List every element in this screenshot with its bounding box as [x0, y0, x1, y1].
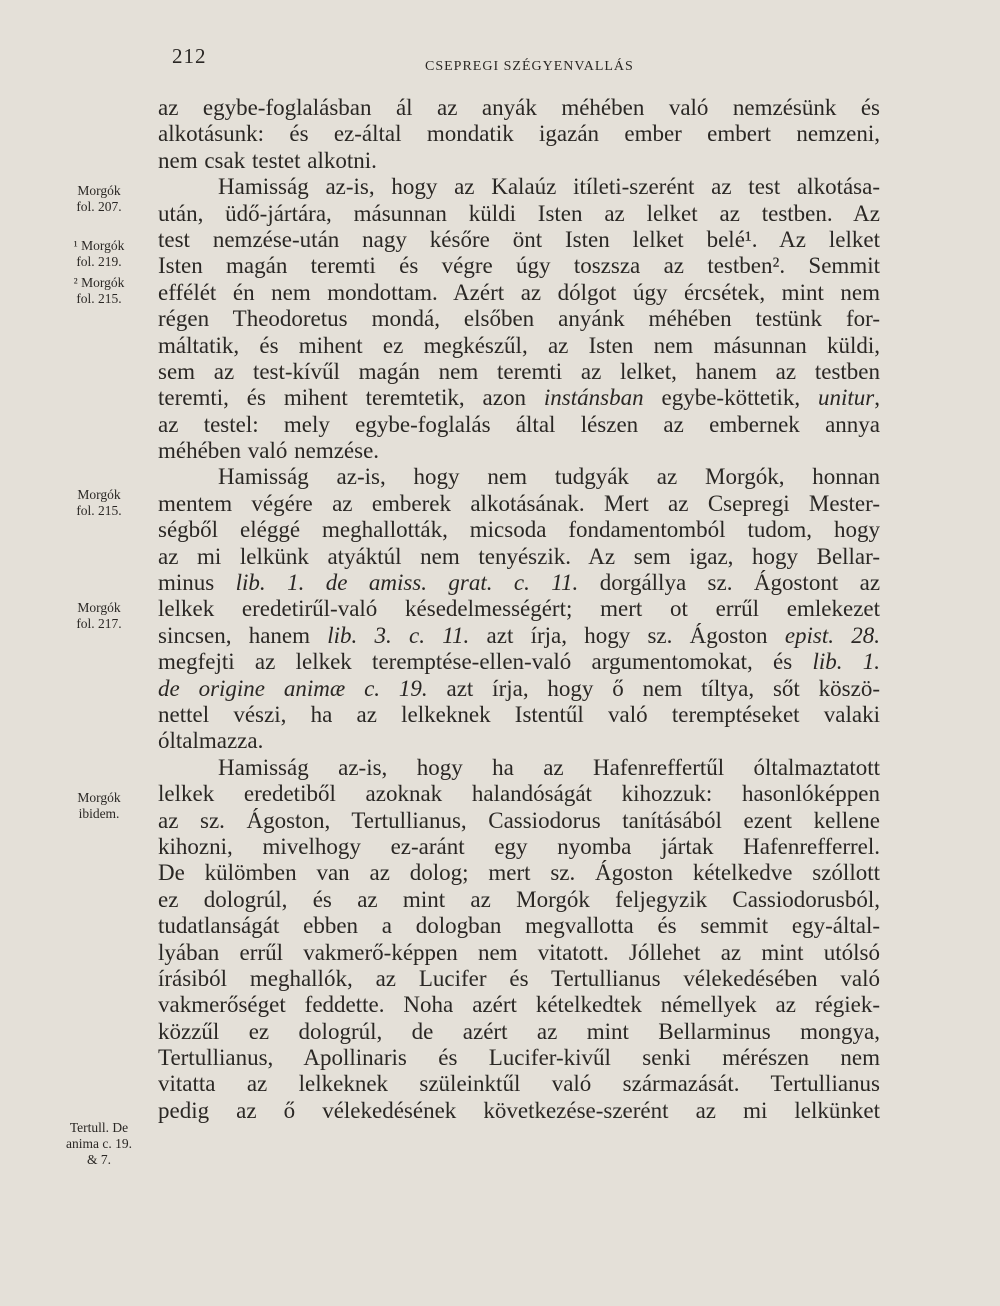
margin-note-line: fol. 207. — [76, 199, 122, 214]
text-line: nem csak testet alkotni. — [158, 147, 377, 173]
margin-note — [44, 790, 154, 822]
margin-note-line: ibidem. — [78, 806, 120, 821]
text-line: sem az test-kívűl magán nem teremti az lelket, hanem az testben — [158, 358, 880, 384]
text-line: vakmerőséget feddette. Noha azért kételkedtek némellyek az régiek- — [158, 992, 880, 1018]
margin-note-line: fol. 215. — [76, 503, 122, 518]
text-line: sincsen, hanem lib. 3. c. 11. azt írja, hogy sz. Ágoston epist. 28. — [158, 622, 880, 648]
text-line: lelkek eredetiből azoknak halandóságát kihozzuk: hasonlóképpen — [158, 781, 880, 807]
margin-note-line: Morgók — [77, 790, 121, 805]
text-line: De külömben van az dolog; mert sz. Ágoston kételkedve szóllott — [158, 860, 880, 886]
text-line: Hamisság az-is, hogy nem tudgyák az Morgók, honnan — [218, 464, 880, 490]
margin-note-line: Morgók — [77, 183, 121, 198]
text-line: alkotásunk: és ez-által mondatik igazán ember embert nemzeni, — [158, 121, 880, 147]
text-line: vitatta az lelkeknek szüleinktűl való származását. Tertullianus — [158, 1071, 880, 1097]
margin-note-line: ¹ Morgók — [73, 238, 125, 253]
margin-note — [44, 1120, 154, 1168]
text-line: Hamisság az-is, hogy ha az Hafenreffertűl óltalmaztatott — [218, 754, 880, 780]
margin-note-line: Morgók — [77, 487, 121, 502]
text-line: tudatlanságát ebben a dologban megvallotta és semmit egy-által- — [158, 913, 880, 939]
text-line: az mi lelkünk atyáktúl nem tenyészik. Az sem igaz, hogy Bellar- — [158, 543, 880, 569]
text-line: lelkek eredetirűl-való késedelmességért; mert ot errűl emlekezet — [158, 596, 880, 622]
text-line: az sz. Ágoston, Tertullianus, Cassiodorus tanításából ezent kellene — [158, 807, 880, 833]
margin-note-line: fol. 219. — [76, 254, 122, 269]
text-line: Isten magán teremti és végre úgy toszsza az testben². Semmit — [158, 253, 880, 279]
text-line: mentem végére az emberek alkotásának. Mert az Csepregi Mester- — [158, 490, 880, 516]
text-line: Tertullianus, Apollinaris és Lucifer-kivűl senki mérészen nem — [158, 1045, 880, 1071]
text-line: közzűl ez dologrúl, de azért az mint Bellarminus mongya, — [158, 1018, 880, 1044]
text-line: méhében való nemzése. — [158, 438, 380, 464]
margin-note-line: anima c. 19. — [66, 1136, 132, 1151]
margin-note — [44, 238, 154, 270]
margin-note-line: fol. 215. — [76, 291, 122, 306]
text-line: ségből eléggé meghallották, micsoda fondamentomból tudom, hogy — [158, 517, 880, 543]
text-line: máltatik, és mihent ez megkészűl, az Isten nem másunnan küldi, — [158, 332, 880, 358]
body-text — [158, 95, 880, 1124]
text-line: nettel vészi, ha az lelkeknek Istentűl való teremptéseket valaki — [158, 701, 880, 727]
page-number: 212 — [172, 44, 207, 68]
text-line: pedig az ő vélekedésének következése-szerént az mi lelkünket — [158, 1097, 880, 1123]
text-line: de origine animæ c. 19. azt írja, hogy ő nem tíltya, sőt köszö- — [158, 675, 881, 701]
text-line: Hamisság az-is, hogy az Kalaúz itíleti-szerént az test alkotása- — [218, 174, 880, 200]
margin-note-line: & 7. — [86, 1152, 111, 1167]
margin-note — [44, 183, 154, 215]
text-line: írásiból meghallók, az Lucifer és Tertullianus vélekedésében való — [158, 965, 880, 991]
running-head: CSEPREGI SZÉGYENVALLÁS — [425, 59, 634, 74]
text-line: óltalmazza. — [158, 728, 264, 754]
margin-note-line: ² Morgók — [73, 275, 125, 290]
text-line: test nemzése-után nagy későre önt Isten lelket belé¹. Az lelket — [158, 226, 880, 252]
margin-note — [44, 600, 154, 632]
text-line: minus lib. 1. de amiss. grat. c. 11. dorgállya sz. Ágostont az — [158, 570, 881, 596]
margin-note — [44, 275, 154, 307]
text-line: teremti, és mihent teremtetik, azon instánsban egybe-köttetik, unitur, — [158, 385, 880, 411]
text-line: az testel: mely egybe-foglalás által lészen az embernek annya — [158, 411, 880, 437]
margin-note — [44, 487, 154, 519]
text-line: ez dologrúl, és az mint az Morgók feljegyzik Cassiodorusból, — [158, 886, 880, 912]
text-line: régen Theodoretus mondá, elsőben anyánk méhében testünk for- — [158, 306, 880, 332]
text-line: után, üdő-jártára, másunnan küldi Isten az lelket az testben. Az — [158, 200, 880, 226]
text-line: az egybe-foglalásban ál az anyák méhében való nemzésünk és — [158, 95, 880, 120]
margin-note-line: fol. 217. — [76, 616, 122, 631]
text-line: lyában errűl vakmerő-képpen nem vitatott. Jóllehet az mint utólsó — [158, 939, 880, 965]
text-line: kihozni, mivelhogy ez-aránt egy nyomba jártak Hafenrefferrel. — [158, 833, 880, 859]
text-line: effélét én nem mondottam. Azért az dólgot úgy ércsétek, mint nem — [158, 279, 880, 305]
margin-note-line: Tertull. De — [69, 1120, 129, 1135]
text-line: megfejti az lelkek teremptése-ellen-való argumentomokat, és lib. 1. — [158, 649, 881, 675]
margin-note-line: Morgók — [77, 600, 121, 615]
